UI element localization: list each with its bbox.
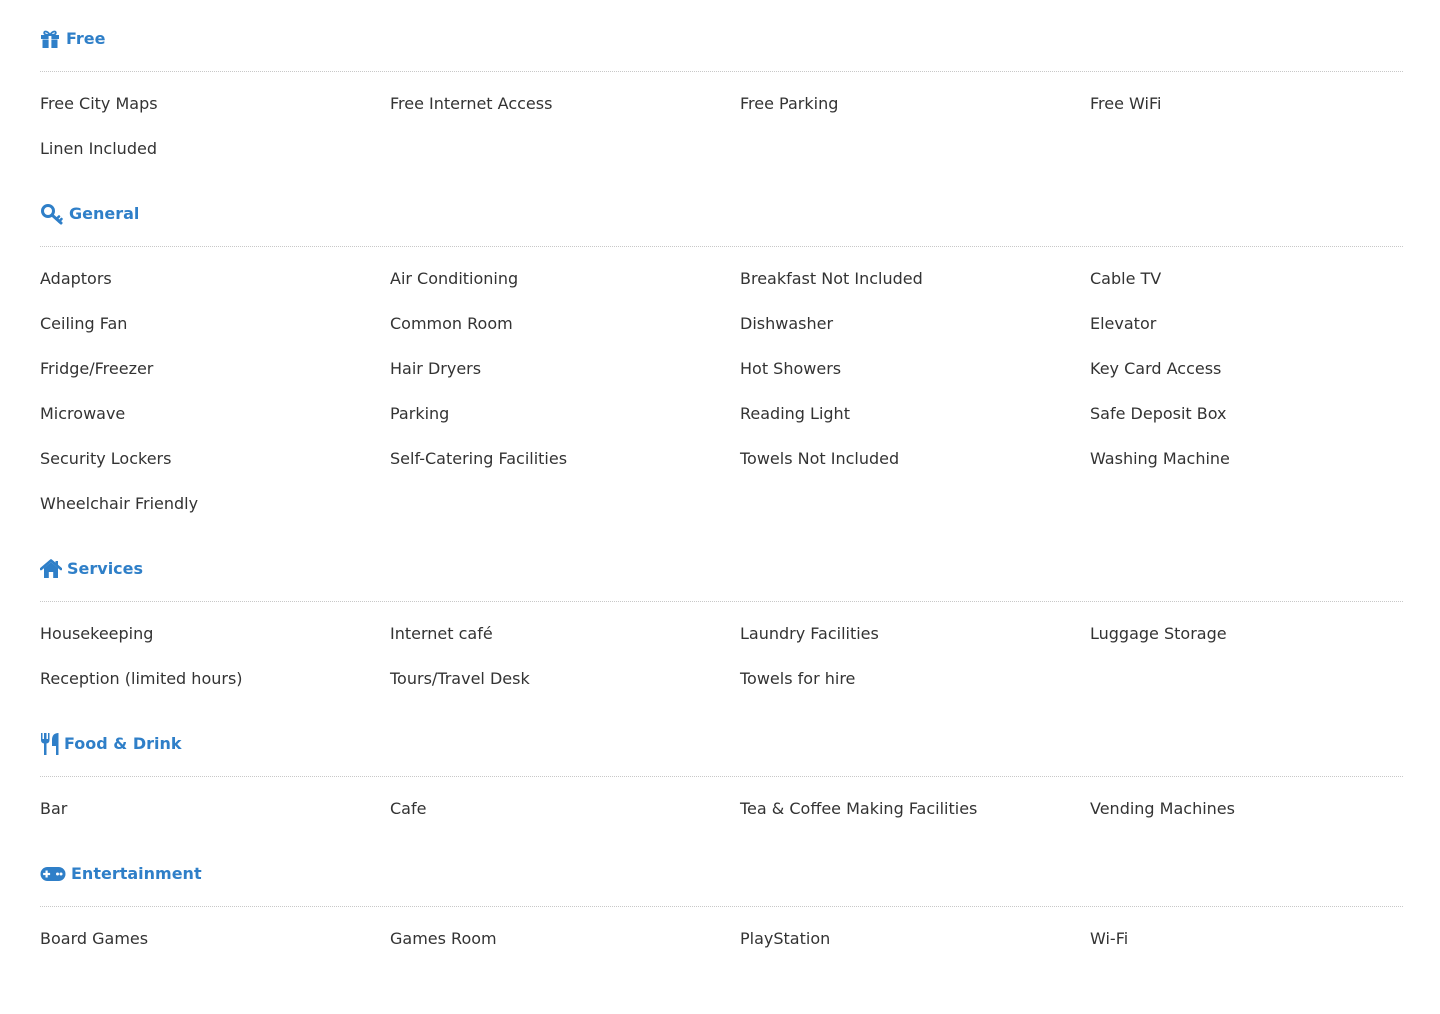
section-divider [40,776,1403,777]
facility-item: Parking [390,404,450,423]
section-header-food-drink [40,726,1403,762]
facility-item: Tours/Travel Desk [390,669,530,688]
section-title: Food & Drink [64,734,182,753]
facility-list-general [40,267,1440,537]
facility-item: Luggage Storage [1090,624,1227,643]
section-header-services [40,551,1403,587]
facility-item: Laundry Facilities [740,624,879,643]
facility-item: Washing Machine [1090,449,1230,468]
cutlery-icon [40,732,60,756]
facility-item: Reception (limited hours) [40,669,243,688]
facility-item: Internet café [390,624,493,643]
facility-item: Microwave [40,404,126,423]
facility-item: Bar [40,799,68,818]
section-divider [40,906,1403,907]
facility-item: Linen Included [40,139,157,158]
section-title: General [69,204,140,223]
facility-item: Air Conditioning [390,269,519,288]
facility-list-food-drink [40,797,1440,842]
section-divider [40,601,1403,602]
facility-item: Dishwasher [740,314,834,333]
facility-item: Free WiFi [1090,94,1162,113]
section-header-entertainment [40,856,1403,892]
facility-list-services [40,622,1440,712]
gamepad-icon [40,862,66,886]
facility-item: Games Room [390,929,497,948]
facility-item: Common Room [390,314,513,333]
facility-item: Adaptors [40,269,112,288]
facility-item: Hair Dryers [390,359,482,378]
facility-item: Security Lockers [40,449,172,468]
facility-item: Board Games [40,929,149,948]
section-divider [40,246,1403,247]
section-header-free [40,21,1403,57]
facility-list-free [40,92,1440,182]
facility-item: Safe Deposit Box [1090,404,1227,423]
section-header-general [40,196,1403,232]
section-divider [40,71,1403,72]
facility-item: Towels Not Included [740,449,900,468]
facility-item: Wheelchair Friendly [40,494,199,513]
facility-item: Tea & Coffee Making Facilities [740,799,978,818]
facility-item: Key Card Access [1090,359,1222,378]
facility-item: Reading Light [740,404,850,423]
facility-item: Wi-Fi [1090,929,1129,948]
facility-item: Self-Catering Facilities [390,449,568,468]
facility-item: Free Parking [740,94,839,113]
facility-item: Housekeeping [40,624,154,643]
facility-item: Vending Machines [1090,799,1235,818]
facility-item: Breakfast Not Included [740,269,923,288]
facility-item: Hot Showers [740,359,842,378]
section-title: Free [66,29,106,48]
gift-icon [40,27,60,51]
section-title: Services [67,559,144,578]
facility-item: Free City Maps [40,94,158,113]
facility-item: Cable TV [1090,269,1162,288]
home-icon [40,557,62,581]
facility-item: Ceiling Fan [40,314,128,333]
facility-item: Cafe [390,799,427,818]
facility-item: Free Internet Access [390,94,553,113]
facility-item: Elevator [1090,314,1157,333]
facility-list-entertainment [40,927,1440,972]
facility-item: Fridge/Freezer [40,359,154,378]
key-icon [40,202,64,226]
section-title: Entertainment [71,864,202,883]
facility-item: Towels for hire [740,669,856,688]
facility-item: PlayStation [740,929,831,948]
